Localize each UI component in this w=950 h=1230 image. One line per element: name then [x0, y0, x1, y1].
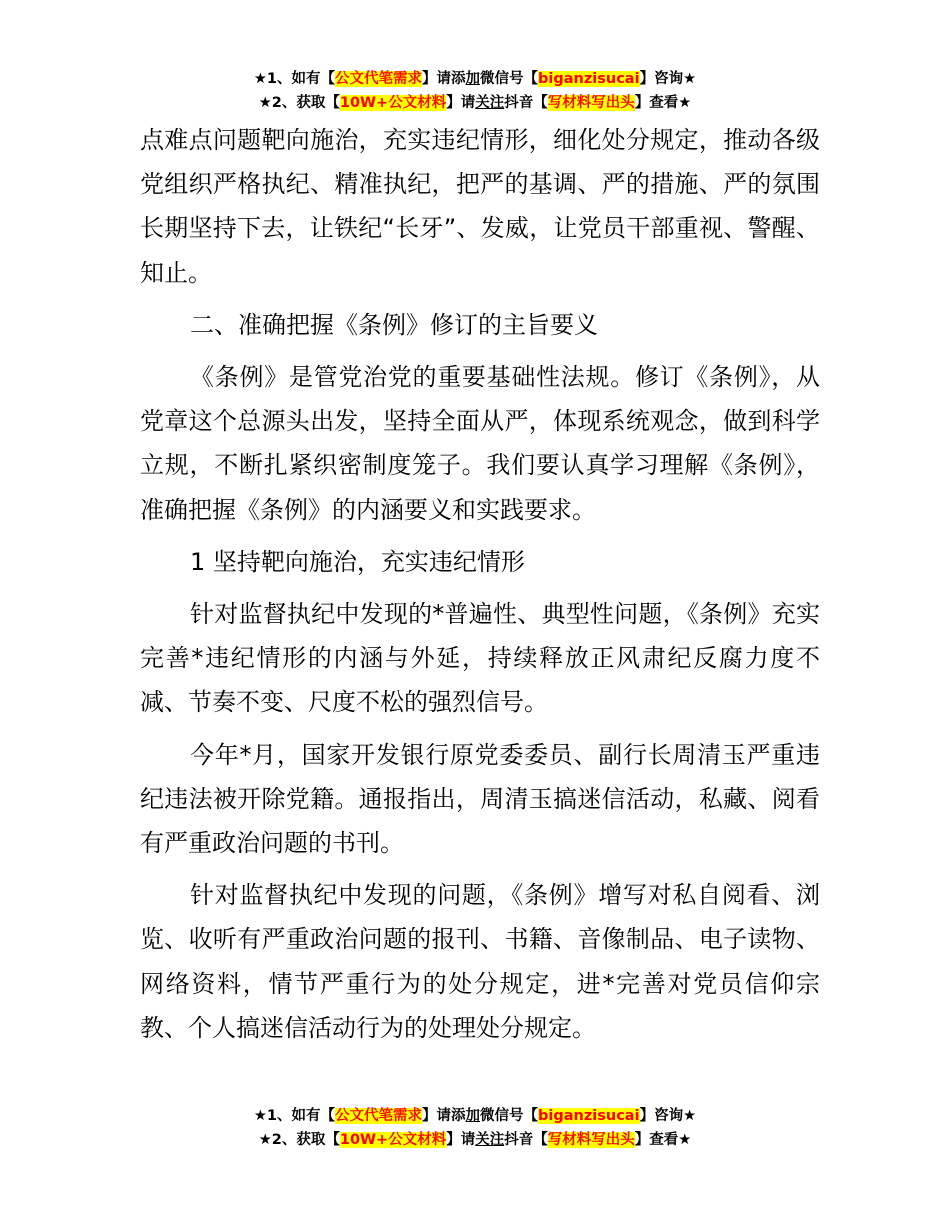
- banner-text: 】查看★: [634, 1132, 692, 1148]
- banner-text: ★1、如有【: [253, 71, 336, 87]
- banner-text: ★2、获取【: [258, 95, 340, 111]
- header-ad-banner: [0, 67, 950, 115]
- paragraph-continuation: 点难点问题靶向施治，充实违纪情形，细化处分规定，推动各级党组织严格执纪、精准执纪，把严的基调、严的措施、严的氛围长期坚持下去，让铁纪“长牙”、发威，让党员干部重视、警醒、知止。: [140, 126, 820, 287]
- banner-text: 抖音【: [504, 95, 548, 111]
- banner-highlight-douyin: 写材料写出头: [547, 1132, 635, 1148]
- banner-text: 】咨询★: [639, 71, 697, 87]
- banner-highlight-service: 公文代笔需求: [335, 71, 423, 87]
- banner-text: 】请: [446, 1132, 476, 1148]
- banner-line-1: [0, 1104, 950, 1128]
- paragraph: 《条例》是管党治党的重要基础性法规。修订《条例》，从党章这个总源头出发，坚持全面从严，体现系统观念，做到科学立规，不断扎紧织密制度笼子。我们要认真学习理解《条例》，准确把握《条例》的内涵要义和实践要求。: [140, 363, 820, 524]
- banner-text: 】请添: [422, 71, 466, 87]
- banner-text-underlined: 关注: [475, 95, 505, 111]
- banner-text: ★1、如有【: [253, 1108, 336, 1124]
- section-heading: 二、准确把握《条例》修订的主旨要义: [190, 310, 598, 339]
- banner-text: 】查看★: [634, 95, 692, 111]
- banner-highlight-douyin: 写材料写出头: [547, 95, 635, 111]
- banner-text: 微信号【: [480, 1108, 539, 1124]
- banner-text-underlined: 加: [465, 71, 481, 87]
- subsection-heading: 1 坚持靶向施治，充实违纪情形: [190, 547, 525, 576]
- banner-highlight-materials: 10W+公文材料: [339, 95, 447, 111]
- banner-text: 抖音【: [504, 1132, 548, 1148]
- banner-highlight-materials: 10W+公文材料: [339, 1132, 447, 1148]
- banner-highlight-wechat: biganzisucai: [538, 1108, 640, 1124]
- banner-text: ★2、获取【: [258, 1132, 340, 1148]
- paragraph: 今年*月，国家开发银行原党委委员、副行长周清玉严重违纪违法被开除党籍。通报指出，周清玉搞迷信活动，私藏、阅看有严重政治问题的书刊。: [140, 740, 820, 858]
- banner-text-underlined: 加: [465, 1108, 481, 1124]
- banner-text: 】请添: [422, 1108, 466, 1124]
- banner-line-2: [0, 1128, 950, 1152]
- banner-line-2: [0, 91, 950, 115]
- banner-text-underlined: 关注: [475, 1132, 505, 1148]
- banner-text: 】咨询★: [639, 1108, 697, 1124]
- banner-text: 微信号【: [480, 71, 539, 87]
- banner-highlight-service: 公文代笔需求: [335, 1108, 423, 1124]
- paragraph: 针对监督执纪中发现的问题，《条例》增写对私自阅看、浏览、收听有严重政治问题的报刊、书籍、音像制品、电子读物、网络资料，情节严重行为的处分规定，进*完善对党员信仰宗教、个人搞迷信活动行为的处理处分规定。: [140, 881, 820, 1042]
- banner-text: 】请: [446, 95, 476, 111]
- banner-line-1: [0, 67, 950, 91]
- paragraph: 针对监督执纪中发现的*普遍性、典型性问题，《条例》充实完善*违纪情形的内涵与外延，持续释放正风肃纪反腐力度不减、节奏不变、尺度不松的强烈信号。: [140, 600, 820, 717]
- footer-ad-banner: [0, 1104, 950, 1152]
- document-body: [140, 118, 820, 1058]
- banner-highlight-wechat: biganzisucai: [538, 71, 640, 87]
